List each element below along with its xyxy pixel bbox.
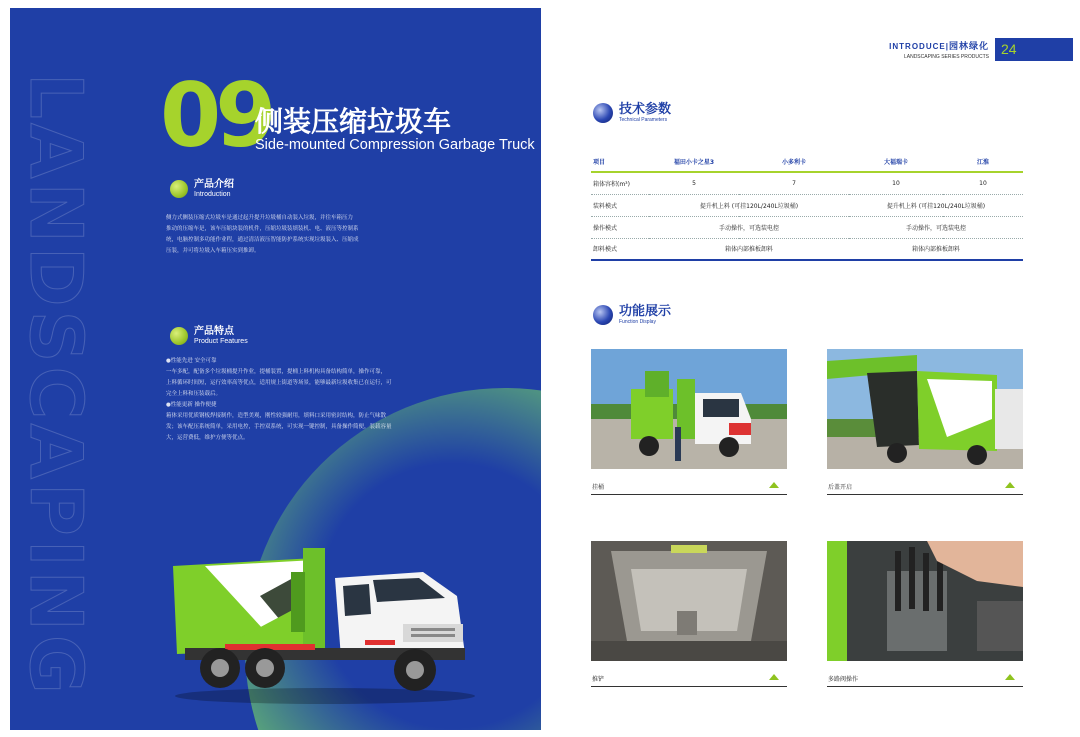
section-number: 09 xyxy=(160,64,271,167)
table-cell: 箱体容积(m³) xyxy=(591,172,649,194)
table-header: 小多利卡 xyxy=(739,152,849,172)
function-title: 功能展示 xyxy=(619,304,672,319)
features-text: ●性能先进 安全可靠 一车多配，配备多个垃圾桶提升作业，提桶装置，提桶上料机构具备结构简单，操作可靠， 上料循环时间短，运行效率高等优点，适用规上街道等场景，能够最新垃圾收集已在运行，可 完全上料和压装载后。 ●性能更新 操作便捷 箱体采用优质钢板焊接制作，造型美观，刚性较强耐用，填料口采用密封结构，防止气味散 发；该车配压系统简单，采用电控，手控双系统，可实现一键控制，具备操作简便，装载容量 大，运营费低，维护方便等优点。 xyxy=(166,358,392,441)
intro-title-en: Introduction xyxy=(194,191,231,198)
photo-caption: 挂桶 xyxy=(591,473,787,495)
table-cell: 10 xyxy=(943,172,1023,194)
bullet-dot-icon xyxy=(170,180,188,198)
table-header: 项目 xyxy=(591,152,649,172)
table-header-row xyxy=(591,152,1023,172)
tech-title-en: Technical Parameters xyxy=(619,117,668,124)
table-cell: 装料模式 xyxy=(591,194,649,216)
page-subtitle: Side-mounted Compression Garbage Truck xyxy=(255,137,535,153)
table-row xyxy=(591,194,1023,216)
table-cell: 提升机上料 (可挂120L/240L垃圾桶) xyxy=(849,194,1023,216)
triangle-icon xyxy=(769,674,779,680)
brand-cn: 园林绿化 xyxy=(948,42,989,52)
bin-lift-photo xyxy=(591,349,787,469)
table-cell: 箱体内部推板卸料 xyxy=(649,238,849,260)
function-title-en: Function Display xyxy=(619,319,656,326)
triangle-icon xyxy=(1005,674,1015,680)
tech-title: 技术参数 xyxy=(619,102,672,117)
photo-card-bin-lift xyxy=(591,349,787,495)
bullet-dot-icon xyxy=(593,103,613,123)
bullet-dot-icon xyxy=(170,327,188,345)
table-row xyxy=(591,238,1023,260)
table-cell: 操作模式 xyxy=(591,216,649,238)
features-heading xyxy=(170,326,248,345)
features-title-en: Product Features xyxy=(194,338,248,345)
photo-card-valve xyxy=(827,541,1023,687)
spec-table xyxy=(591,152,1023,261)
table-row xyxy=(591,172,1023,194)
brand-subtitle: LANDSCAPING SERIES PRODUCTS xyxy=(903,54,989,60)
table-cell: 箱体内部推板卸料 xyxy=(849,238,1023,260)
garbage-truck-image xyxy=(165,536,485,706)
table-cell: 5 xyxy=(649,172,739,194)
watermark-text: LANDSCAPING xyxy=(14,73,98,698)
bullet-dot-icon xyxy=(593,305,613,325)
table-cell: 卸料模式 xyxy=(591,238,649,260)
photo-caption: 推铲 xyxy=(591,665,787,687)
page-title: 侧装压缩垃圾车 xyxy=(255,105,452,138)
table-cell: 7 xyxy=(739,172,849,194)
function-heading xyxy=(593,305,671,325)
tech-heading xyxy=(593,103,671,123)
page-number: 24 xyxy=(995,38,1073,61)
table-row xyxy=(591,216,1023,238)
intro-text: 侧力式侧装压缩式垃圾车是通过起升提升垃圾桶自动装入垃圾，并往车箱压力 推动的压缩车是，该车压缩块装的机件，压缩垃圾装填装机、电、液压等控制系 统，电脑控制多功能作业程，通过清洁液压智能防护系统实现垃圾装入、压缩成 压装，并可将垃圾入车箱压实到推卸。 xyxy=(166,215,359,254)
valve-operation-photo xyxy=(827,541,1023,661)
table-header: 福田小卡之星3 xyxy=(649,152,739,172)
table-cell: 提升机上料 (可挂120L/240L垃圾桶) xyxy=(649,194,849,216)
table-cell: 10 xyxy=(849,172,943,194)
table-header: 江淮 xyxy=(943,152,1023,172)
brand-header: INTRODUCE|园林绿化 LANDSCAPING SERIES PRODUCTS xyxy=(889,42,989,60)
intro-title: 产品介绍 xyxy=(194,179,234,190)
left-page xyxy=(10,8,541,730)
features-title: 产品特点 xyxy=(194,326,234,337)
triangle-icon xyxy=(769,482,779,488)
photo-card-rear-door xyxy=(827,349,1023,495)
photo-caption: 后盖开启 xyxy=(827,473,1023,495)
photo-caption: 多路阀操作 xyxy=(827,665,1023,687)
triangle-icon xyxy=(1005,482,1015,488)
intro-heading xyxy=(170,179,234,198)
brand-en: INTRODUCE xyxy=(889,42,946,51)
push-plate-photo xyxy=(591,541,787,661)
photo-card-push-plate xyxy=(591,541,787,687)
rear-door-photo xyxy=(827,349,1023,469)
table-cell: 手动操作，可选装电控 xyxy=(649,216,849,238)
table-header: 大福瑞卡 xyxy=(849,152,943,172)
table-cell: 手动操作，可选装电控 xyxy=(849,216,1023,238)
